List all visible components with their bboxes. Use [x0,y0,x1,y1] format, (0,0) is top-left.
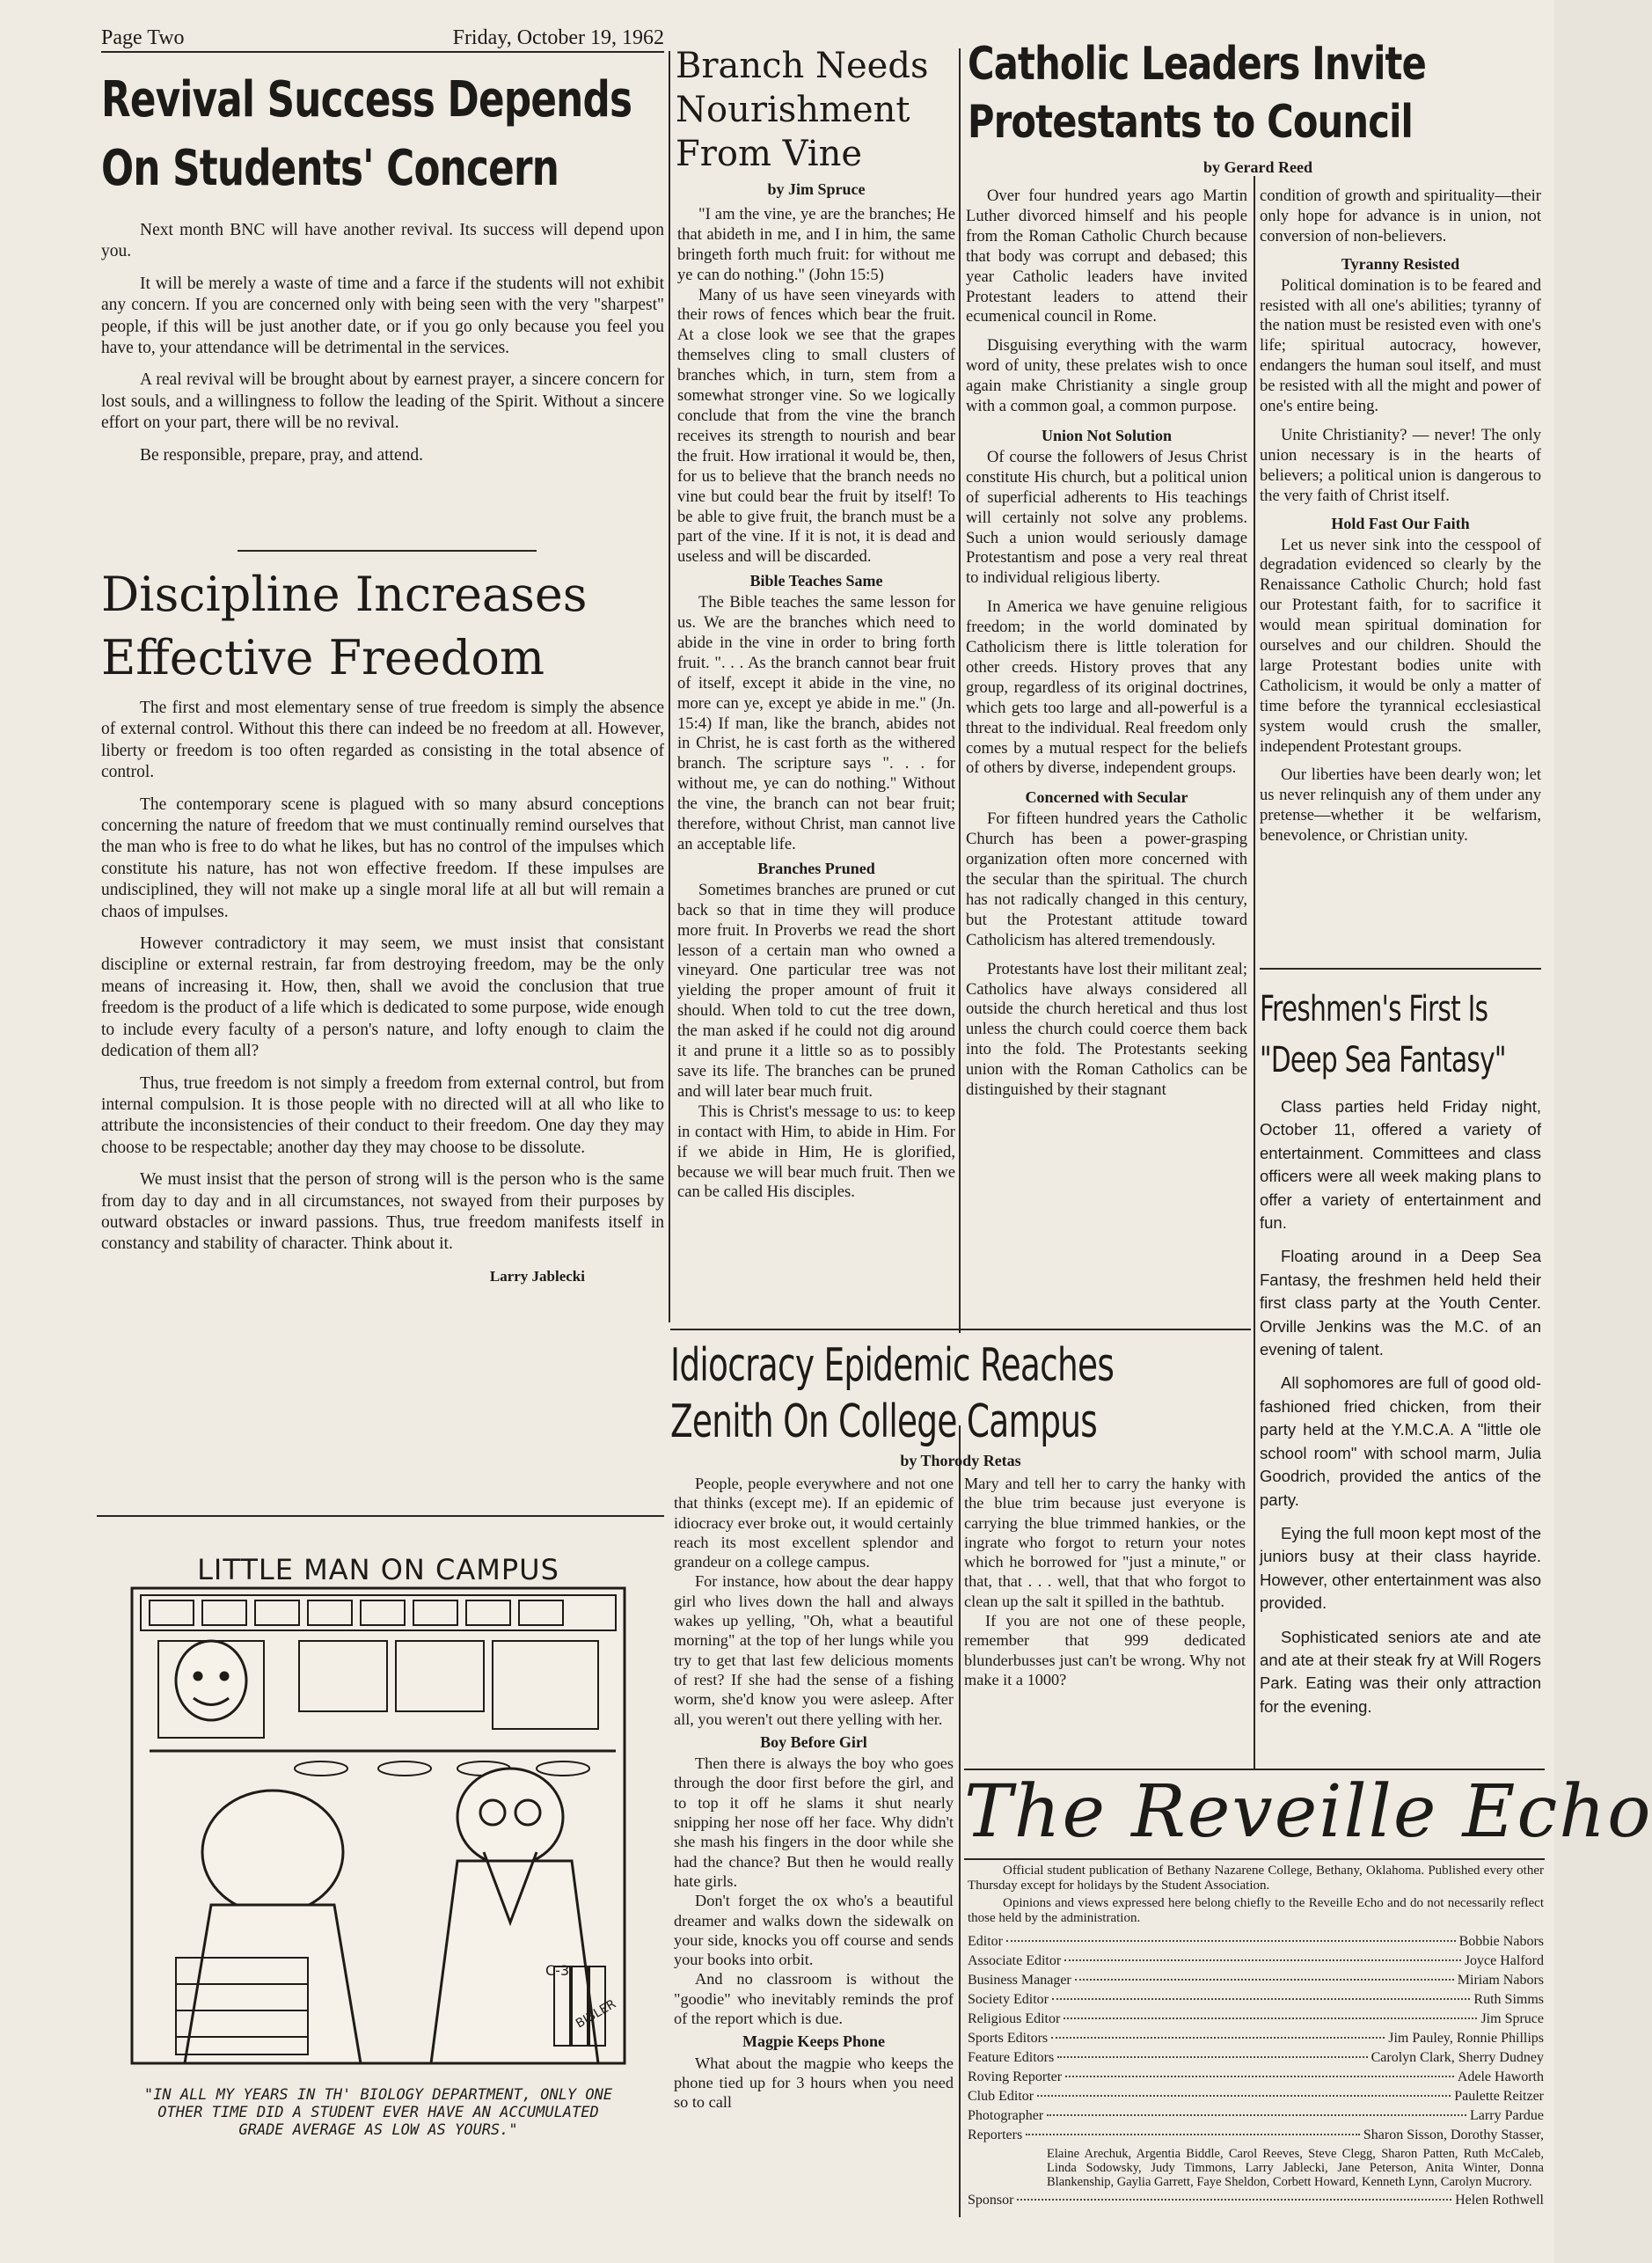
catholic-headline [968,35,1548,154]
staff-row: Editor Bobbie Nabors [968,1934,1544,1949]
column-divider-mid [959,48,961,1333]
branch-title-line-2: Nourishment [676,90,910,130]
cartoon-caption-line: GRADE AVERAGE AS LOW AS YOURS." [238,2121,518,2139]
catholic-subhead: Tyranny Resisted [1341,254,1460,273]
staff-row: Reporters Sharon Sisson, Dorothy Stasser, [968,2128,1544,2142]
catholic-paragraph: In America we have genuine religious freedom; in the world dominated by Catholicism there is little toleration for other creeds. History proves that any group, regardless of its original doctrines, which gets too large and all-powerful is a threat to the individual. Real freedom only comes by a mutual respect for the beliefs of others by diverse, independent groups. [966,597,1247,778]
discipline-article [101,698,664,1287]
revival-paragraph: A real revival will be brought about by earnest prayer, a sincere concern for lost souls, and a willingness to follow the leading of the Spirit. Without a sincere effort on your part, there will be no revival. [101,370,664,433]
catholic-subhead: Union Not Solution [1041,426,1173,444]
idiocracy-paragraph: Then there is always the boy who goes through the door first before the girl, and to top it off he slams it shut nearly snipping her nose off her face. Why didn't she mash his fingers in the door while she had the chance? But then he would really hate girls. [674,1754,954,1890]
masthead-rule [964,1858,1545,1860]
staff-row: Business Manager Miriam Nabors [968,1973,1544,1988]
branch-paragraph: Many of us have seen vineyards with their rows of fences which bear the fruit. At a close look we see that the grapes themselves cling to small clusters of branches which, in turn, stem from a somewhat stronger vine. So we logically conclude that from the vine the branch receives its strength to nourish and bear the fruit. How irrational it would be, then, for us to believe that the branch needs no vine but could bear the fruit by itself! To be able to give fruit, the branch must be a part of the vine. If it is not, it is dead and useless and will be discarded. [677,285,955,567]
idiocracy-article-col-2 [964,1474,1246,1689]
cartoon-caption [97,2086,660,2139]
freshmen-article [1260,1095,1541,1718]
revival-headline [101,66,664,216]
idiocracy-subhead: Boy Before Girl [760,1732,867,1751]
staff-list [968,1932,1544,2210]
freshmen-paragraph: Floating around in a Deep Sea Fantasy, the freshmen held held their first class party at the Youth Center. Orville Jenkins was the M.C. of an evening of talent. [1260,1247,1541,1359]
idiocracy-paragraph: What about the magpie who keeps the phone tied up for 3 hours when you need so to call [674,2054,954,2112]
idiocracy-title-line-2: Zenith On College Campus [670,1395,1098,1448]
branch-paragraph: This is Christ's message to us: to keep in contact with Him, to abide in Him. For if we abide in Him, He is glorified, because we will bear much fruit. Then we can be called His disciples. [677,1102,955,1202]
idiocracy-title-line-1: Idiocracy Epidemic Reaches [670,1339,1115,1392]
masthead-official: Official student publication of Bethany Nazarene College, Bethany, Oklahoma. Published every other Thursday except for holidays by the Student Association. [968,1864,1544,1893]
catholic-byline: by Gerard Reed [1203,158,1312,176]
discipline-author: Larry Jablecki [489,1267,585,1285]
discipline-paragraph: We must insist that the person of strong will is the person who is the same from day to day and in all circumstances, not swayed from their purposes by outward obstacles or inward passions. Thus, true freedom manifests itself in constancy and stability of character. Think about it. [101,1170,664,1254]
discipline-paragraph: The first and most elementary sense of true freedom is simply the absence of external control. Without this there can indeed be no freedom at all. However, liberty or freedom is too often regarded as consisting in the total absence of control. [101,699,664,782]
catholic-paragraph: Unite Christianity? — never! The only union necessary is in the hearts of believers; a political union is dangerous to the very faith of Christ itself. [1260,425,1541,505]
catholic-article-col-2 [1260,187,1541,846]
freshmen-paragraph: Sophisticated seniors ate and ate and ate at their steak fry at Will Rogers Park. Eating was their only attraction for the evening. [1260,1627,1541,1716]
catholic-paragraph: For fifteen hundred years the Catholic Church has been a power-grasping organization often more concerned with the secular than the spiritual. The church has not radically changed in this century, but the Protestant attitude toward Catholicism has altered tremendously. [966,809,1247,949]
freshmen-paragraph: All sophomores are full of good old-fashioned fried chicken, from their party held at the Y.M.C.A. A "little ole school room" with school marm, Julia Goodrich, provided the antics of the party. [1260,1373,1541,1509]
idiocracy-subhead: Magpie Keeps Phone [742,2032,885,2051]
section-divider [670,1329,1251,1330]
revival-paragraph: Next month BNC will have another revival. Its success will depend upon you. [101,221,664,261]
cartoon-title: LITTLE MAN ON CAMPUS [197,1553,559,1586]
branch-paragraph: The Bible teaches the same lesson for us. We are the branches which need to abide in the vine in order to bring forth fruit. ". . . As the branch cannot bear fruit of itself, except it abide in the vine, no more can ye, except ye abide in me." (Jn. 15:4) If man, like the branch, abides not in Christ, he is cast forth as the withered branch. The scripture says ". . . for without me, ye can do nothing." Without the vine, the branch can not bear fruit; therefore, without Christ, man cannot live an acceptable life. [677,593,955,853]
branch-article [677,176,955,1203]
branch-subhead: Bible Teaches Same [749,572,883,590]
catholic-paragraph: condition of growth and spirituality—their only hope for advance is in union, not conversion of non-believers. [1260,187,1541,245]
freshmen-title-line-1: Freshmen's First Is [1260,989,1488,1029]
section-divider [238,550,537,552]
masthead-notes [968,1864,1544,1926]
revival-article [101,220,664,477]
staff-row: Religious Editor Jim Spruce [968,2011,1544,2026]
branch-headline [676,44,957,176]
catholic-paragraph: Of course the followers of Jesus Christ constitute His church, but a political union of superficial adherents to His teachings will certainly not solve any problems. Such a union would seriously damage Protestantism and pose a very real threat to individual religious liberty. [966,447,1247,588]
masthead-opinions: Opinions and views expressed here belong chiefly to the Reveille Echo and do not necessarily reflect those held by the administration. [968,1896,1544,1925]
freshmen-headline [1260,984,1541,1098]
branch-paragraph: "I am the vine, ye are the branches; He that abideth in me, and I in him, the same bringeth forth much fruit: for without me ye can do nothing." (John 15:5) [677,204,955,284]
discipline-paragraph: Thus, true freedom is not simply a freedom from external control, but from internal compulsion. It is those people with no directed will at all who like to attribute the inconsistencies of their conduct to their freedom. One day they may choose to be respectable; another day they may choose to be dissolute. [101,1073,664,1157]
cartoon-panel-code: C-3 [545,1962,570,1979]
section-divider [97,1515,664,1517]
revival-title-line-1: Revival Success Depends [101,71,632,128]
student-figure [176,1641,246,1720]
staff-row: Society Editor Ruth Simms [968,1992,1544,2007]
masthead-title: The Reveille Echo [964,1770,1652,1854]
staff-row: Roving Reporter Adele Haworth [968,2069,1544,2084]
column-divider-right [1254,176,1255,1769]
catholic-paragraph: Our liberties have been dearly won; let us never relinquish any of them under any pretense—whether it be welfarism, benevolence, or Christian unity. [1260,765,1541,846]
idiocracy-paragraph: And no classroom is without the "goodie" who inevitably reminds the prof of the report which is due. [674,1970,954,2028]
catholic-paragraph: Disguising everything with the warm word of unity, these prelates wish to once again make Christianity a single group with a common goal, a common purpose. [966,336,1247,416]
discipline-title-line-1: Discipline Increases [101,567,588,622]
idiocracy-paragraph: For instance, how about the dear happy girl who lives down the hall and always wakes up yelling, "Oh, what a beautiful morning" at the top of her lungs while you try to get that last few delicious moments of rest? If she had the sense of a fishing worm, she'd know you were asleep. After all, you weren't out there yelling with her. [674,1572,954,1728]
revival-paragraph: Be responsible, prepare, pray, and attend. [140,445,423,465]
reporters-list: Elaine Arechuk, Argentia Biddle, Carol Reeves, Steve Clegg, Sharon Patten, Ruth McCaleb, Linda Sodowsky, Judy Timmons, Larry Jablecki, Jane Peterson, Anita Winter, Donna Blankenship, Gaylia Garrett, Faye Sheldon, Corbett Howard, Kenneth Lynn, Carolyn Mucrory. [1047,2147,1544,2189]
cartoon-drawing [97,1588,660,2081]
branch-subhead: Branches Pruned [757,859,875,877]
idiocracy-article-col-1 [674,1474,954,2113]
column-divider-left [669,51,670,1322]
catholic-article-col-1 [966,187,1247,1101]
catholic-subhead: Hold Fast Our Faith [1331,514,1470,532]
catholic-title-line-2: Protestants to Council [968,96,1414,149]
branch-paragraph: Sometimes branches are pruned or cut back so that in time they will produce more fruit. In Proverbs we read the short lesson of a certain man who owned a vineyard. One particular tree was not yielding the proper amount of fruit it should. When told to cut the tree down, the man asked if he could not dig around it and prune it a little so as to possibly save its life. The branches can be pruned and will later bear much fruit. [677,880,955,1101]
discipline-paragraph: The contemporary scene is plagued with so many absurd conceptions concerning the nature of freedom that we must continually remind ourselves that the man who is free to do what he likes, but has no control of the impulses which constitute his nature, has not won effective freedom. If these impulses are undisciplined, they will not make up a single moral life at all but will remain a chaos of impulses. [101,795,664,921]
staff-row: Sponsor Helen Rothwell [968,2193,1544,2208]
issue-date: Friday, October 19, 1962 [452,26,664,49]
masthead [964,1770,1652,1854]
freshmen-paragraph: Eying the full moon kept most of the juniors busy at their class hayride. However, other entertainment was also provided. [1260,1523,1541,1613]
little-man-cartoon [97,1553,660,2160]
column-divider-idiocracy [959,1425,961,2217]
discipline-headline [101,563,664,695]
staff-row: Club Editor Paulette Reitzer [968,2089,1544,2104]
cartoon-signature: BIBLER [574,1996,619,2032]
branch-title-line-3: From Vine [676,134,863,174]
revival-title-line-2: On Students' Concern [101,140,559,197]
branch-title-line-1: Branch Needs [676,46,929,86]
cartoon-caption-line: "IN ALL MY YEARS IN TH' BIOLOGY DEPARTMENT, ONLY ONE [143,2086,613,2104]
discipline-title-line-2: Effective Freedom [101,630,545,685]
catholic-paragraph: Over four hundred years ago Martin Luther divorced himself and his people from the Roman Catholic Church because that body was corrupt and debased; this year Catholic leaders have invited Protestant leaders to attend their ecumenical council in Rome. [966,187,1247,326]
staff-row: Photographer Larry Pardue [968,2108,1544,2123]
idiocracy-paragraph: Mary and tell her to carry the hanky with the blue trim because just everyone is carrying the blue trimmed hankies, or the ingrate who forgot to return your notes which he borrowed for "just a minute," or that, that . . . well, that that who forgot to clean up the salt it spilled in the bathtub. [964,1475,1246,1610]
idiocracy-byline: by Thorody Retas [900,1452,1021,1469]
idiocracy-headline [670,1337,1251,1452]
catholic-paragraph: Political domination is to be feared and resisted with all one's abilities; tyranny of the nation must be resisted even with one's life; spiritual autocracy, however, endangers the human soul itself, and must be resisted with all the might and power of one's entire being. [1260,275,1541,416]
page-header [101,26,664,53]
catholic-subhead: Concerned with Secular [1025,788,1188,807]
idiocracy-paragraph: Don't forget the ox who's a beautiful dreamer and walks down the sidewalk on your side, knocks you off course and sends your books into orbit. [674,1892,954,1969]
discipline-paragraph: However contradictory it may seem, we must insist that consistant discipline or external restrain, far from destroying freedom, may be the only means of increasing it. How, then, shall we avoid the conclusion that true freedom is the product of a life which is dedicated to some purpose, wide enough to include every faculty of a person's nature, and lofty enough to claim the dedication of them all? [101,934,664,1061]
revival-paragraph: It will be merely a waste of time and a farce if the students will not exhibit any concern. If you are concerned only with being seen with the very "sharpest" people, if this will be just another date, or if you go only because you feel you have to, your attendance will be detrimental in the services. [101,274,664,358]
freshmen-paragraph: Class parties held Friday night, October 11, offered a variety of entertainment. Committees and class officers were all week making plans to offer a variety of entertainment and fun. [1260,1097,1541,1233]
catholic-paragraph: Protestants have lost their militant zeal; Catholics have always considered all outside the church heretical and thus lost unless the church could coerce them back into the fold. The Protestants seeking union with the Roman Catholics can be distinguished by their stagnant [966,959,1247,1100]
freshmen-title-line-2: "Deep Sea Fantasy" [1260,1040,1506,1080]
staff-row: Associate Editor Joyce Halford [968,1953,1544,1968]
staff-row: Feature Editors Carolyn Clark, Sherry Dudney [968,2050,1544,2065]
catholic-title-line-1: Catholic Leaders Invite [968,38,1427,91]
header-rule [101,51,664,53]
section-divider [1260,968,1541,970]
page-number: Page Two [101,26,185,49]
idiocracy-paragraph: People, people everywhere and not one that thinks (except me). If an epidemic of idiocracy ever broke out, it would certainly reach its most excellent splendor and grandeur on a college campus. [674,1475,954,1571]
idiocracy-paragraph: If you are not one of these people, remember that 999 dedicated blunderbusses just can't be wrong. Why not make it a 1000? [964,1612,1246,1688]
branch-byline: by Jim Spruce [767,180,866,198]
cartoon-caption-line: OTHER TIME DID A STUDENT EVER HAVE AN ACCUMULATED [157,2104,599,2121]
catholic-paragraph: Let us never sink into the cesspool of degradation evidenced so clearly by the Renaissance Catholic Church; hold fast our Protestant faith, for to sacrifice it would mean spiritual domination for ourselves and our children. Should the large Protestant bodies unite with Catholicism, it would be only a matter of time before the tyrannical ecclesiastical system would crush the smaller, independent Protestant groups. [1260,535,1541,756]
staff-row: Sports Editors Jim Pauley, Ronnie Phillips [968,2031,1544,2046]
